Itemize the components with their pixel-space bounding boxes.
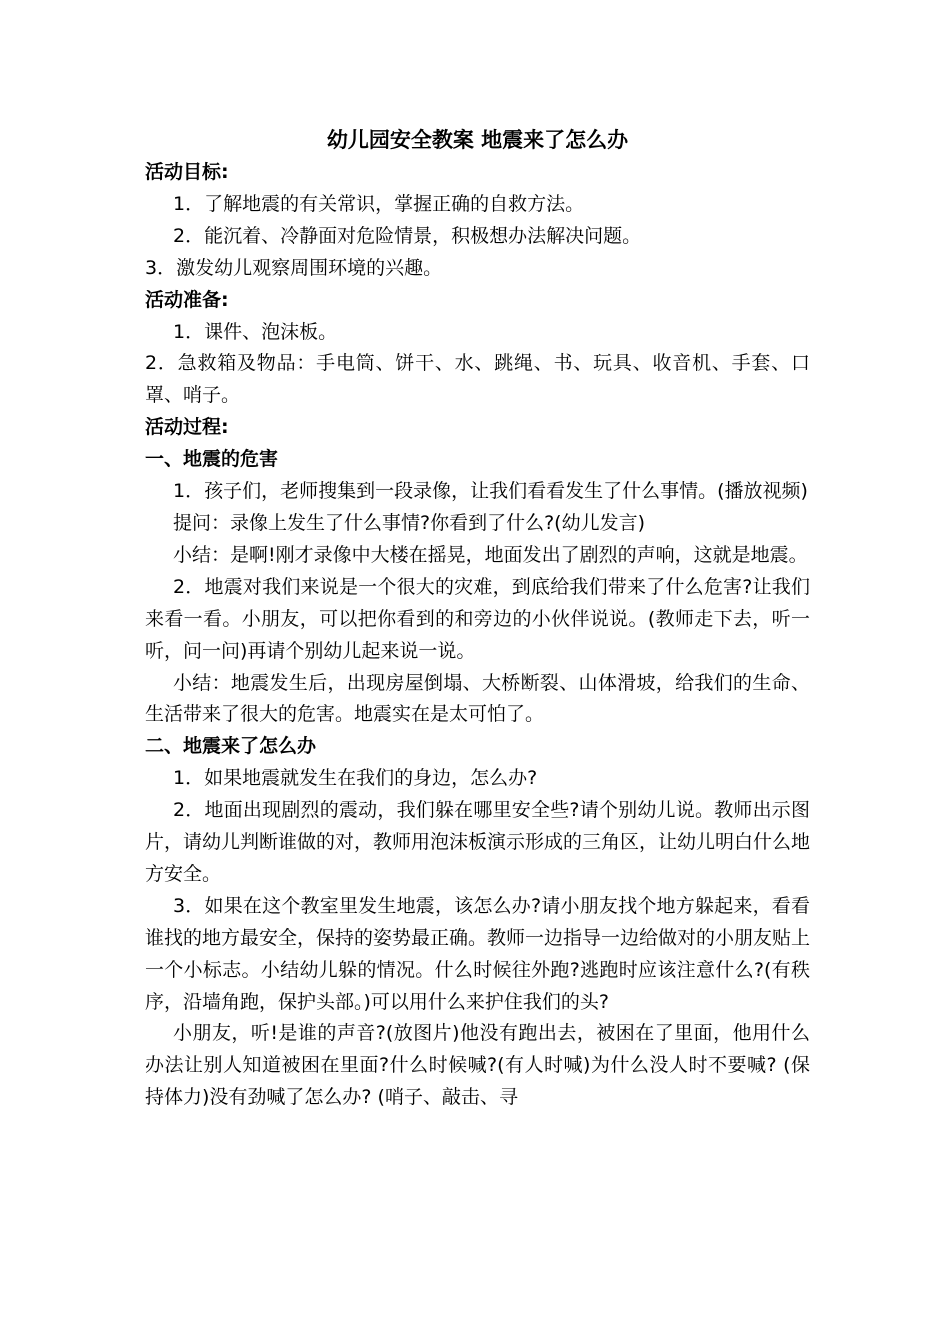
section-heading: 活动过程: [145, 416, 229, 439]
paragraph: 小朋友，听!是谁的声音?(放图片)他没有跑出去，被困在了里面，他用什么办法让别人知道被困在里面?什么时候喊?(有人时喊)为什么没人时不要喊? (保持体力)没有劲喊了怎么办? (哨子、敲击、寻 [145, 1022, 810, 1109]
paragraph: 提问：录像上发生了什么事情?你看到了什么?(幼儿发言) [173, 511, 645, 534]
paragraph: 3．如果在这个教室里发生地震，该怎么办?请小朋友找个地方躲起来，看看谁找的地方最安全，保持的姿势最正确。教师一边指导一边给做对的小朋友贴上一个小标志。小结幼儿躲的情况。什么时候往外跑?逃跑时应该注意什么?(有秩序，沿墙角跑，保护头部。)可以用什么来护住我们的头? [145, 894, 811, 1013]
paragraph: 1．孩子们，老师搜集到一段录像，让我们看看发生了什么事情。(播放视频) [173, 480, 808, 503]
paragraph: 2．急救箱及物品：手电筒、饼干、水、跳绳、书、玩具、收音机、手套、口罩、哨子。 [145, 352, 810, 407]
section-heading: 一、地震的危害 [145, 448, 279, 471]
paragraph: 小结：地震发生后，出现房屋倒塌、大桥断裂、山体滑坡，给我们的生命、生活带来了很大的危害。地震实在是太可怕了。 [145, 671, 810, 726]
paragraph: 2．地震对我们来说是一个很大的灾难，到底给我们带来了什么危害?让我们来看一看。小朋友，可以把你看到的和旁边的小伙伴说说。(教师走下去，听一听，问一问)再请个别幼儿起来说一说。 [145, 575, 810, 662]
section-heading: 活动目标: [145, 161, 229, 183]
section-heading: 活动准备: [145, 288, 229, 311]
document-page [145, 124, 810, 1114]
paragraph: 2．地面出现剧烈的震动，我们躲在哪里安全些?请个别幼儿说。教师出示图片，请幼儿判断谁做的对，教师用泡沫板演示形成的三角区，让幼儿明白什么地方安全。 [145, 799, 811, 885]
paragraph: 1．如果地震就发生在我们的身边，怎么办? [173, 767, 538, 790]
paragraph: 2．能沉着、冷静面对危险情景，积极想办法解决问题。 [173, 224, 642, 247]
paragraph: 1．课件、泡沫板。 [173, 320, 338, 343]
document-title: 幼儿园安全教案 地震来了怎么办 [326, 128, 629, 152]
paragraph: 3．激发幼儿观察周围环境的兴趣。 [145, 256, 443, 279]
paragraph: 小结：是啊!刚才录像中大楼在摇晃，地面发出了剧烈的声响，这就是地震。 [173, 543, 808, 566]
section-heading: 二、地震来了怎么办 [145, 735, 317, 758]
paragraph: 1．了解地震的有关常识，掌握正确的自救方法。 [173, 192, 585, 215]
